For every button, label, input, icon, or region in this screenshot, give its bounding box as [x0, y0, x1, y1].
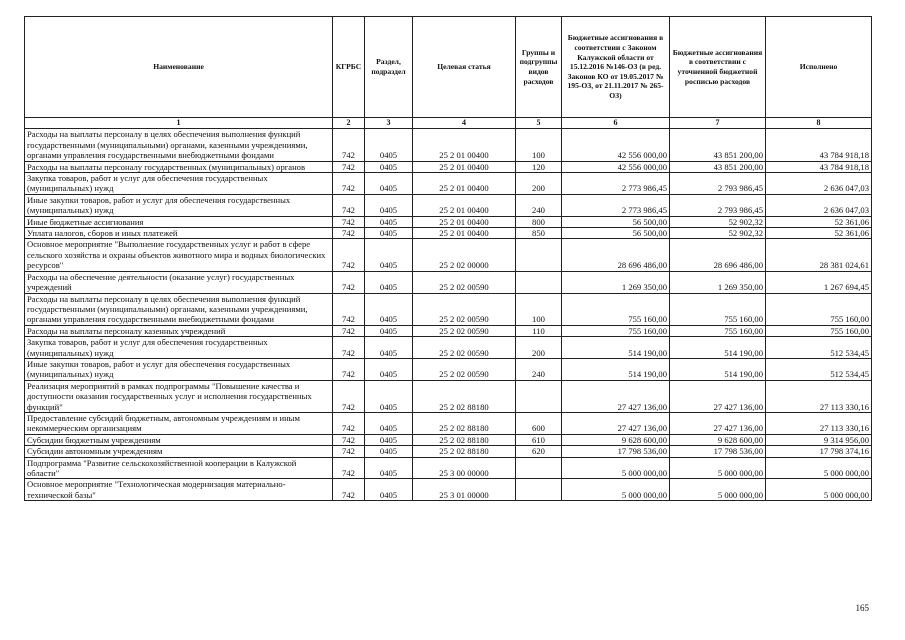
budget-table — [24, 16, 872, 501]
row-budget-law: 27 427 136,00 — [562, 412, 670, 434]
row-kgrbs: 742 — [333, 129, 365, 161]
row-budget-law: 28 696 486,00 — [562, 239, 670, 271]
table-row — [25, 325, 872, 336]
row-name: Реализация мероприятий в рамках подпрограммы "Повышение качества и доступности оказания государственных услуг и исполнения государственных функций" — [25, 380, 333, 412]
row-section: 0405 — [365, 446, 413, 457]
table-body — [25, 129, 872, 501]
row-executed: 52 361,06 — [766, 228, 872, 239]
row-budget-refined: 514 190,00 — [670, 358, 766, 380]
row-executed: 1 267 694,45 — [766, 271, 872, 293]
header-name: Наименование — [25, 17, 333, 118]
row-executed: 755 160,00 — [766, 325, 872, 336]
row-budget-law: 42 556 000,00 — [562, 161, 670, 172]
row-section: 0405 — [365, 271, 413, 293]
row-group: 620 — [516, 446, 562, 457]
row-target: 25 2 02 00590 — [413, 293, 516, 325]
row-section: 0405 — [365, 412, 413, 434]
row-budget-law: 755 160,00 — [562, 293, 670, 325]
row-group — [516, 479, 562, 501]
row-name: Расходы на обеспечение деятельности (оказание услуг) государственных учреждений — [25, 271, 333, 293]
row-executed: 9 314 956,00 — [766, 434, 872, 445]
table-row — [25, 271, 872, 293]
row-kgrbs: 742 — [333, 325, 365, 336]
row-target: 25 2 02 88180 — [413, 434, 516, 445]
column-number: 4 — [413, 118, 516, 129]
row-name: Основное мероприятие "Выполнение государственных услуг и работ в сфере сельского хозяйства и охраны объектов животного мира и водных биологических ресурсов" — [25, 239, 333, 271]
row-budget-law: 755 160,00 — [562, 325, 670, 336]
row-budget-law: 1 269 350,00 — [562, 271, 670, 293]
row-target: 25 2 02 00590 — [413, 271, 516, 293]
row-executed: 43 784 918,18 — [766, 129, 872, 161]
row-target: 25 2 02 88180 — [413, 412, 516, 434]
row-executed: 43 784 918,18 — [766, 161, 872, 172]
row-budget-refined: 17 798 536,00 — [670, 446, 766, 457]
row-executed: 5 000 000,00 — [766, 457, 872, 479]
row-executed: 17 798 374,16 — [766, 446, 872, 457]
row-section: 0405 — [365, 479, 413, 501]
row-name: Расходы на выплаты персоналу в целях обеспечения выполнения функций государственными (муниципальными) органами, казенными учреждениями, органами управления государственными внебюджетными фондами — [25, 129, 333, 161]
row-group: 100 — [516, 129, 562, 161]
row-executed: 28 381 024,61 — [766, 239, 872, 271]
row-target: 25 2 02 00590 — [413, 358, 516, 380]
row-budget-refined: 2 793 986,45 — [670, 173, 766, 195]
row-executed: 512 534,45 — [766, 337, 872, 359]
row-budget-law: 5 000 000,00 — [562, 479, 670, 501]
row-name: Иные закупки товаров, работ и услуг для обеспечения государственных (муниципальных) нужд — [25, 194, 333, 216]
row-group: 100 — [516, 293, 562, 325]
header-target: Целевая статья — [413, 17, 516, 118]
row-section: 0405 — [365, 380, 413, 412]
row-budget-refined: 5 000 000,00 — [670, 479, 766, 501]
row-group: 200 — [516, 173, 562, 195]
row-name: Расходы на выплаты персоналу государственных (муниципальных) органов — [25, 161, 333, 172]
row-executed: 512 534,45 — [766, 358, 872, 380]
row-section: 0405 — [365, 194, 413, 216]
row-kgrbs: 742 — [333, 479, 365, 501]
row-group: 110 — [516, 325, 562, 336]
row-target: 25 2 01 00400 — [413, 194, 516, 216]
row-target: 25 3 01 00000 — [413, 479, 516, 501]
column-number-row — [25, 118, 872, 129]
row-group: 200 — [516, 337, 562, 359]
row-name: Уплата налогов, сборов и иных платежей — [25, 228, 333, 239]
row-name: Расходы на выплаты персоналу казенных учреждений — [25, 325, 333, 336]
row-budget-law: 9 628 600,00 — [562, 434, 670, 445]
row-kgrbs: 742 — [333, 293, 365, 325]
row-name: Иные бюджетные ассигнования — [25, 216, 333, 227]
column-number: 5 — [516, 118, 562, 129]
row-budget-law: 56 500,00 — [562, 228, 670, 239]
header-executed: Исполнено — [766, 17, 872, 118]
row-budget-law: 27 427 136,00 — [562, 380, 670, 412]
row-group — [516, 457, 562, 479]
row-executed: 52 361,06 — [766, 216, 872, 227]
row-budget-refined: 52 902,32 — [670, 228, 766, 239]
row-group: 800 — [516, 216, 562, 227]
row-name: Подпрограмма "Развитие сельскохозяйственной кооперации в Калужской области" — [25, 457, 333, 479]
row-target: 25 2 02 00000 — [413, 239, 516, 271]
row-budget-refined: 755 160,00 — [670, 325, 766, 336]
row-name: Субсидии автономным учреждениям — [25, 446, 333, 457]
row-budget-refined: 27 427 136,00 — [670, 380, 766, 412]
row-target: 25 2 02 88180 — [413, 380, 516, 412]
row-budget-refined: 9 628 600,00 — [670, 434, 766, 445]
row-kgrbs: 742 — [333, 446, 365, 457]
table-row — [25, 228, 872, 239]
row-budget-refined: 5 000 000,00 — [670, 457, 766, 479]
row-target: 25 2 01 00400 — [413, 129, 516, 161]
row-executed: 27 113 330,16 — [766, 380, 872, 412]
row-kgrbs: 742 — [333, 412, 365, 434]
row-group: 240 — [516, 194, 562, 216]
row-executed: 2 636 047,03 — [766, 194, 872, 216]
row-target: 25 2 01 00400 — [413, 228, 516, 239]
row-target: 25 2 01 00400 — [413, 173, 516, 195]
row-budget-refined: 2 793 986,45 — [670, 194, 766, 216]
header-section: Раздел, подраздел — [365, 17, 413, 118]
row-kgrbs: 742 — [333, 173, 365, 195]
table-row — [25, 337, 872, 359]
row-name: Закупка товаров, работ и услуг для обеспечения государственных (муниципальных) нужд — [25, 173, 333, 195]
row-kgrbs: 742 — [333, 239, 365, 271]
table-row — [25, 457, 872, 479]
header-budget-law: Бюджетные ассигнования в соответствии с Законом Калужской области от 15.12.2016 №146-ОЗ (в ред. Законов КО от 19.05.2017 № 195-ОЗ, от 21.11.2017 № 265-ОЗ) — [562, 17, 670, 118]
row-name: Предоставление субсидий бюджетным, автономным учреждениям и иным некоммерческим организациям — [25, 412, 333, 434]
header-row — [25, 17, 872, 118]
row-section: 0405 — [365, 434, 413, 445]
table-row — [25, 216, 872, 227]
row-section: 0405 — [365, 337, 413, 359]
row-group: 610 — [516, 434, 562, 445]
table-row — [25, 446, 872, 457]
row-kgrbs: 742 — [333, 194, 365, 216]
row-executed: 2 636 047,03 — [766, 173, 872, 195]
row-section: 0405 — [365, 358, 413, 380]
row-section: 0405 — [365, 228, 413, 239]
row-kgrbs: 742 — [333, 337, 365, 359]
row-section: 0405 — [365, 325, 413, 336]
row-name: Основное мероприятие "Технологическая модернизация материально-технической базы" — [25, 479, 333, 501]
row-name: Иные закупки товаров, работ и услуг для обеспечения государственных (муниципальных) нужд — [25, 358, 333, 380]
row-group — [516, 271, 562, 293]
row-budget-law: 514 190,00 — [562, 358, 670, 380]
row-executed: 27 113 330,16 — [766, 412, 872, 434]
header-kgrbs: КГРБС — [333, 17, 365, 118]
header-budget-refined: Бюджетные ассигнования в соответствии с уточненной бюджетной росписью расходов — [670, 17, 766, 118]
table-row — [25, 194, 872, 216]
row-budget-law: 56 500,00 — [562, 216, 670, 227]
table-row — [25, 173, 872, 195]
row-kgrbs: 742 — [333, 161, 365, 172]
row-group: 240 — [516, 358, 562, 380]
column-number: 7 — [670, 118, 766, 129]
row-kgrbs: 742 — [333, 434, 365, 445]
row-executed: 755 160,00 — [766, 293, 872, 325]
table-row — [25, 358, 872, 380]
row-name: Закупка товаров, работ и услуг для обеспечения государственных (муниципальных) нужд — [25, 337, 333, 359]
row-section: 0405 — [365, 239, 413, 271]
column-number: 8 — [766, 118, 872, 129]
row-target: 25 2 02 00590 — [413, 325, 516, 336]
table-row — [25, 293, 872, 325]
row-section: 0405 — [365, 293, 413, 325]
row-budget-refined: 28 696 486,00 — [670, 239, 766, 271]
column-number: 6 — [562, 118, 670, 129]
table-row — [25, 380, 872, 412]
row-target: 25 2 02 00590 — [413, 337, 516, 359]
row-name: Субсидии бюджетным учреждениям — [25, 434, 333, 445]
row-kgrbs: 742 — [333, 228, 365, 239]
row-target: 25 2 01 00400 — [413, 161, 516, 172]
row-budget-law: 2 773 986,45 — [562, 173, 670, 195]
row-group: 600 — [516, 412, 562, 434]
row-section: 0405 — [365, 216, 413, 227]
row-executed: 5 000 000,00 — [766, 479, 872, 501]
row-target: 25 3 00 00000 — [413, 457, 516, 479]
table-row — [25, 434, 872, 445]
page-number: 165 — [855, 603, 869, 613]
row-group — [516, 239, 562, 271]
row-section: 0405 — [365, 161, 413, 172]
row-target: 25 2 01 00400 — [413, 216, 516, 227]
row-section: 0405 — [365, 173, 413, 195]
table-row — [25, 412, 872, 434]
row-budget-refined: 755 160,00 — [670, 293, 766, 325]
row-section: 0405 — [365, 457, 413, 479]
row-budget-refined: 1 269 350,00 — [670, 271, 766, 293]
table-row — [25, 479, 872, 501]
row-budget-refined: 27 427 136,00 — [670, 412, 766, 434]
row-budget-refined: 52 902,32 — [670, 216, 766, 227]
row-kgrbs: 742 — [333, 271, 365, 293]
row-budget-law: 42 556 000,00 — [562, 129, 670, 161]
row-budget-refined: 43 851 200,00 — [670, 161, 766, 172]
row-kgrbs: 742 — [333, 358, 365, 380]
row-section: 0405 — [365, 129, 413, 161]
row-budget-law: 514 190,00 — [562, 337, 670, 359]
row-budget-refined: 514 190,00 — [670, 337, 766, 359]
row-kgrbs: 742 — [333, 457, 365, 479]
row-kgrbs: 742 — [333, 380, 365, 412]
row-group: 120 — [516, 161, 562, 172]
row-target: 25 2 02 88180 — [413, 446, 516, 457]
row-budget-law: 5 000 000,00 — [562, 457, 670, 479]
row-group: 850 — [516, 228, 562, 239]
row-budget-law: 17 798 536,00 — [562, 446, 670, 457]
row-budget-refined: 43 851 200,00 — [670, 129, 766, 161]
row-group — [516, 380, 562, 412]
table-row — [25, 161, 872, 172]
column-number: 2 — [333, 118, 365, 129]
table-row — [25, 129, 872, 161]
table-row — [25, 239, 872, 271]
row-kgrbs: 742 — [333, 216, 365, 227]
column-number: 3 — [365, 118, 413, 129]
header-groups: Группы и подгруппы видов расходов — [516, 17, 562, 118]
column-number: 1 — [25, 118, 333, 129]
row-name: Расходы на выплаты персоналу в целях обеспечения выполнения функций государственными (муниципальными) органами, казенными учреждениями, органами управления государственными внебюджетными фондами — [25, 293, 333, 325]
row-budget-law: 2 773 986,45 — [562, 194, 670, 216]
